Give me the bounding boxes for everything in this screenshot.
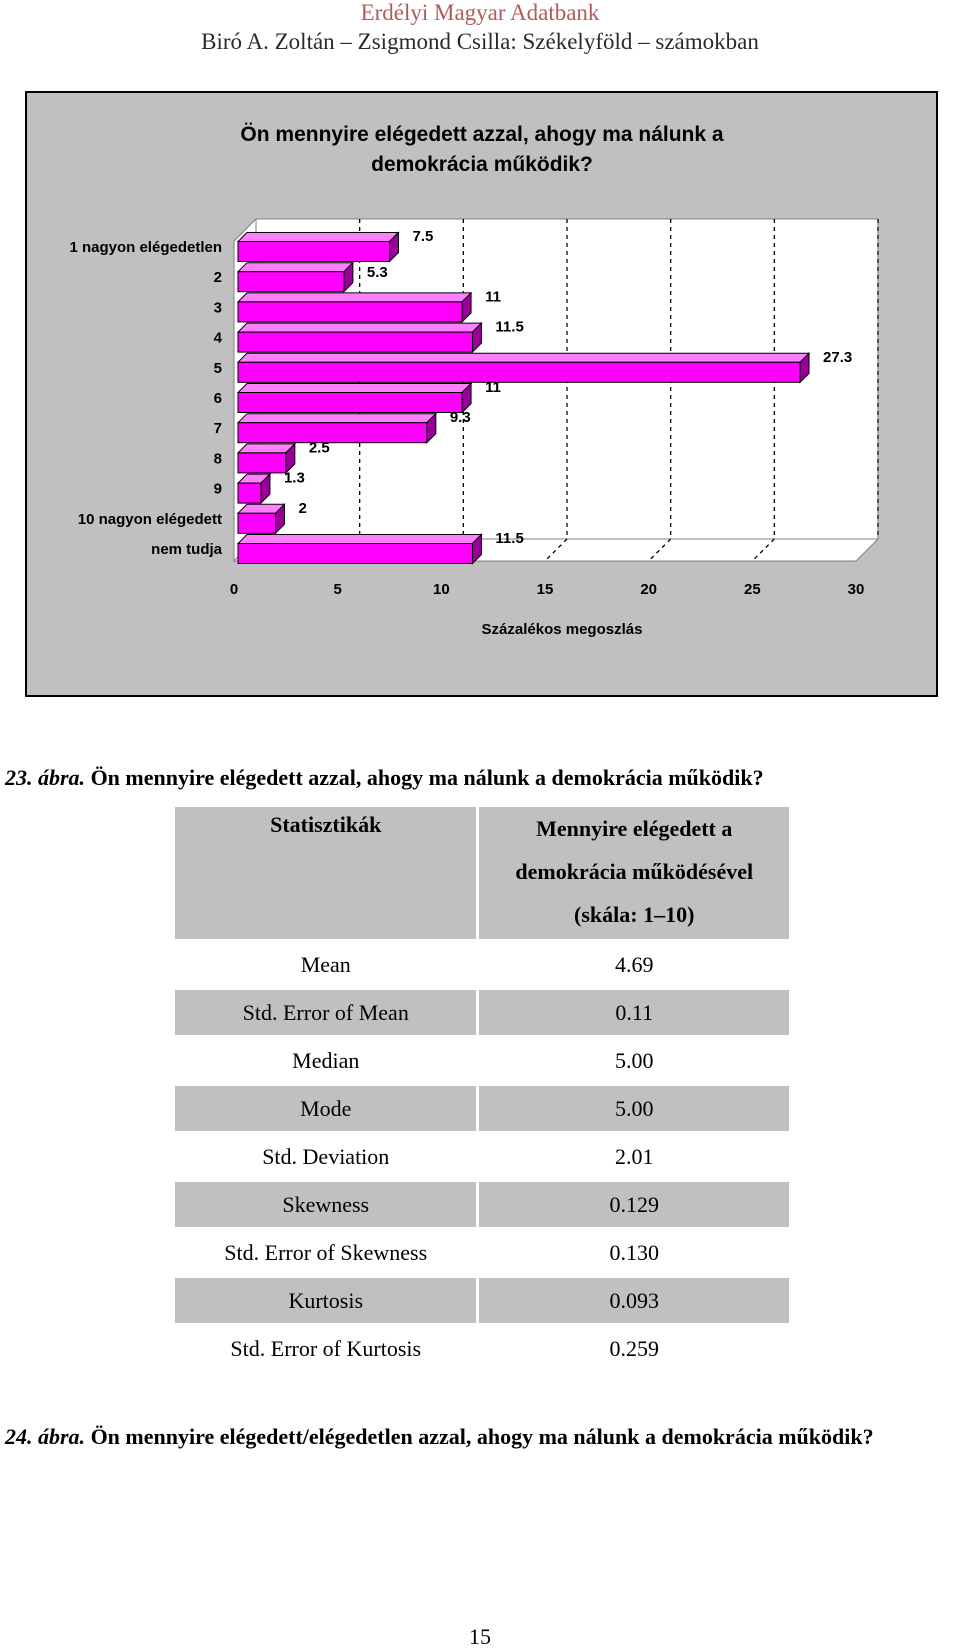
- page-number: 15: [469, 1624, 491, 1649]
- stat-label: Mode: [175, 1086, 476, 1131]
- book-subtitle: Biró A. Zoltán – Zsigmond Csilla: Székelyföld – számokban: [201, 29, 759, 54]
- table-row: [175, 1278, 789, 1323]
- data-label: 11: [485, 379, 501, 396]
- category-label: 3: [213, 299, 222, 317]
- bar-top: [238, 353, 809, 362]
- bar: [238, 362, 800, 382]
- stat-value: 0.130: [479, 1230, 789, 1275]
- bar: [238, 483, 261, 503]
- table-row: [175, 1182, 789, 1227]
- bar: [238, 242, 390, 262]
- x-tick-label: 15: [536, 581, 554, 598]
- stat-value: 5.00: [479, 1038, 789, 1083]
- bar-top: [238, 263, 353, 272]
- bar-top: [238, 293, 471, 302]
- figure-23-number: 23. ábra.: [5, 765, 86, 790]
- bar: [238, 393, 462, 413]
- figure-24-text: Ön mennyire elégedett/elégedetlen azzal, ahogy ma nálunk a demokrácia működik?: [90, 1424, 874, 1449]
- table-row: [175, 1326, 789, 1371]
- stat-value: 0.129: [479, 1182, 789, 1227]
- statistics-table: [172, 804, 792, 1374]
- x-tick-label: 25: [743, 581, 761, 598]
- x-axis-title: Százalékos megoszlás: [481, 621, 643, 638]
- x-tick-label: 5: [333, 581, 342, 598]
- data-label: 7.5: [412, 228, 434, 245]
- stat-label: Median: [175, 1038, 476, 1083]
- table-row: [175, 1038, 789, 1083]
- data-label: 11: [485, 288, 501, 306]
- header-right-line-1: Mennyire elégedett a: [536, 816, 733, 841]
- bar-top: [238, 323, 481, 332]
- bar: [238, 332, 472, 352]
- table-row: [175, 1230, 789, 1275]
- bar: [238, 302, 462, 322]
- category-label: nem tudja: [151, 541, 222, 558]
- category-label: 8: [213, 450, 222, 468]
- data-label: 11.5: [495, 530, 524, 547]
- stat-value: 4.69: [479, 942, 789, 987]
- bar: [238, 453, 286, 473]
- category-label: 2: [213, 269, 222, 287]
- bar-top: [238, 414, 436, 423]
- figure-23-text: Ön mennyire elégedett azzal, ahogy ma nálunk a demokrácia működik?: [90, 765, 764, 790]
- figure-24-number: 24. ábra.: [5, 1424, 86, 1449]
- bar-top: [238, 233, 399, 242]
- category-label: 1 nagyon elégedetlen: [69, 239, 222, 256]
- bar-top: [238, 535, 481, 544]
- bar-top: [238, 444, 295, 453]
- stat-label: Kurtosis: [175, 1278, 476, 1323]
- bar: [238, 272, 344, 292]
- chart-title-line-1: Ön mennyire elégedett azzal, ahogy ma nálunk a: [240, 123, 724, 146]
- category-label: 5: [213, 359, 222, 377]
- stat-value: 0.259: [479, 1326, 789, 1371]
- x-tick-label: 20: [640, 581, 658, 598]
- site-header: Erdélyi Magyar Adatbank: [360, 0, 600, 25]
- statistics-header-left: Statisztikák: [175, 807, 476, 939]
- stat-label: Std. Error of Mean: [175, 990, 476, 1035]
- x-tick-label: 30: [847, 581, 865, 598]
- header-right-line-3: (skála: 1–10): [574, 902, 695, 927]
- category-label: 10 nagyon elégedett: [77, 510, 222, 528]
- data-label: 27.3: [823, 348, 853, 366]
- chart-frame: [25, 91, 938, 697]
- bar: [238, 423, 427, 443]
- statistics-header-right: [479, 807, 789, 939]
- stat-label: Std. Error of Skewness: [175, 1230, 476, 1275]
- bar: [238, 513, 275, 533]
- bar: [238, 544, 472, 564]
- stat-label: Mean: [175, 942, 476, 987]
- category-label: 4: [213, 329, 222, 347]
- data-label: 11.5: [495, 318, 524, 336]
- data-label: 1.3: [283, 469, 305, 487]
- chart-title-line-2: demokrácia működik?: [371, 153, 593, 176]
- stat-label: Skewness: [175, 1182, 476, 1227]
- category-label: 7: [213, 420, 222, 438]
- x-tick-label: 10: [432, 581, 450, 598]
- bar-top: [238, 384, 471, 393]
- stat-value: 0.11: [479, 990, 789, 1035]
- stat-value: 2.01: [479, 1134, 789, 1179]
- x-tick-label: 0: [229, 581, 239, 598]
- stat-value: 0.093: [479, 1278, 789, 1323]
- data-label: 2: [298, 499, 307, 517]
- stat-label: Std. Deviation: [175, 1134, 476, 1179]
- table-row: [175, 942, 789, 987]
- data-label: 2.5: [308, 439, 330, 457]
- category-label: 9: [213, 480, 222, 498]
- statistics-header-row: [175, 807, 789, 939]
- table-row: [175, 1134, 789, 1179]
- figure-24-caption: [5, 1416, 955, 1458]
- table-row: [175, 1086, 789, 1131]
- header-right-line-2: demokrácia működésével: [515, 859, 754, 884]
- data-label: 5.3: [366, 264, 388, 282]
- bar-chart: [27, 93, 936, 695]
- stat-label: Std. Error of Kurtosis: [175, 1326, 476, 1371]
- table-row: [175, 990, 789, 1035]
- category-label: 6: [213, 390, 222, 407]
- data-label: 9.3: [449, 409, 471, 427]
- figure-23-caption: [5, 763, 955, 793]
- stat-value: 5.00: [479, 1086, 789, 1131]
